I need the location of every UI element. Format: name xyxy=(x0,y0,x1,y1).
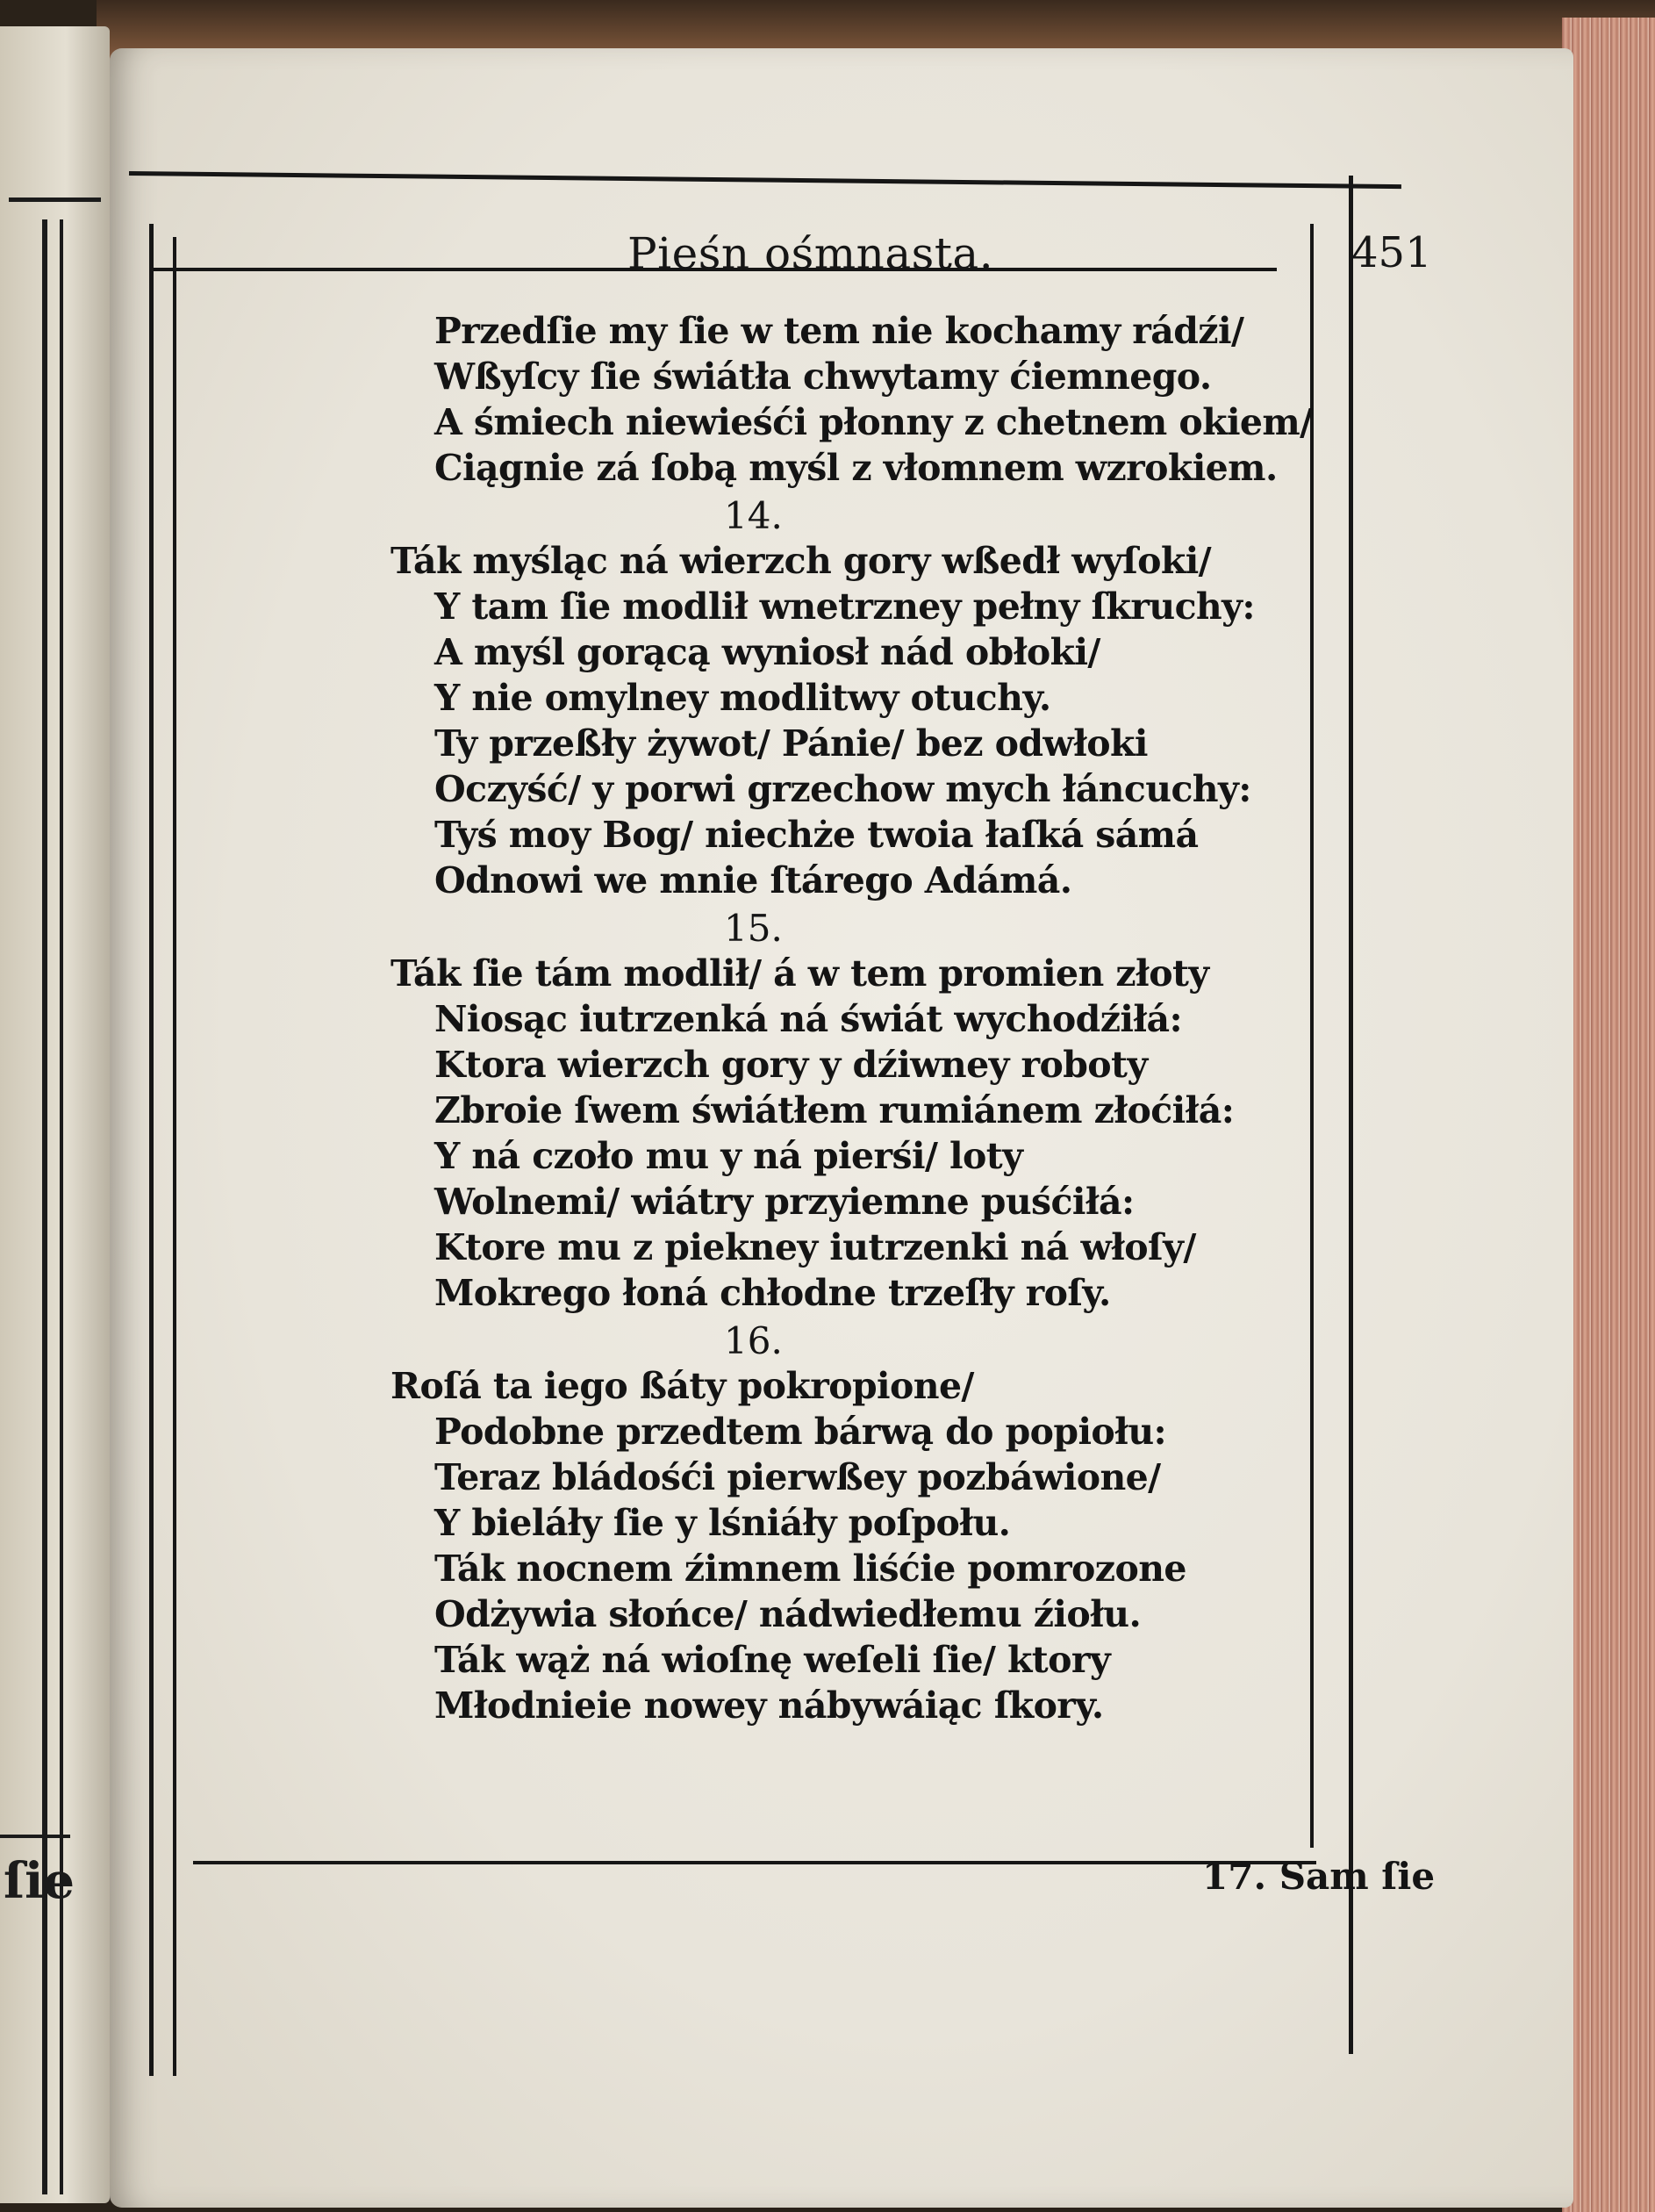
verse-line: Y nie omylney modlitwy otuchy. xyxy=(434,677,1051,719)
printed-page xyxy=(110,48,1573,2208)
verse-line: A myśl gorącą wyniosł nád obłoki/ xyxy=(434,631,1100,673)
verse-line: Odnowi we mnie ſtárego Adámá. xyxy=(434,859,1072,901)
verse-line: Ty przeßły żywot/ Pánie/ bez odwłoki xyxy=(434,722,1148,765)
left-page-catchword: ſie xyxy=(4,1852,75,1910)
bottom-frame-rule xyxy=(193,1861,1316,1864)
left-page-edge xyxy=(0,26,110,2203)
verse-line: Mokrego łoná chłodne trzeſły roſy. xyxy=(434,1272,1111,1314)
verse-line: Y bieláły ſie y lśniáły poſpołu. xyxy=(434,1502,1011,1544)
verse-line: Wolnemi/ wiátry przyiemne puśćiłá: xyxy=(434,1181,1135,1223)
right-frame-outer xyxy=(1349,176,1353,2054)
top-frame-rule xyxy=(129,171,1401,189)
left-page-rule xyxy=(9,198,101,202)
stanza-first-line: Ták myśląc ná wierzch gory wßedł wyſoki/ xyxy=(390,540,1212,582)
verse-line: Ktore mu z piekney iutrzenki ná włoſy/ xyxy=(434,1226,1196,1268)
left-page-bottom-rule xyxy=(0,1835,70,1838)
verse-line: Zbroie ſwem świátłem rumiánem złoćiłá: xyxy=(434,1089,1235,1131)
stanza-first-line: Ták ſie tám modlił/ á w tem promien złoty xyxy=(390,952,1209,995)
catchword: 17. Sam ſie xyxy=(1202,1855,1436,1898)
stanza-number: 14. xyxy=(724,494,783,537)
right-frame-inner xyxy=(1310,224,1314,1848)
verse-line: Y ná czoło mu y ná pierśi/ loty xyxy=(434,1135,1023,1177)
running-title: Pieśn ośmnasta. xyxy=(627,228,994,279)
right-page-edges xyxy=(1562,18,1655,2212)
verse-line: Y tam ſie modlił wnetrzney pełny ſkruchy: xyxy=(434,585,1255,628)
stanza-first-line: Roſá ta iego ßáty pokropione/ xyxy=(390,1365,974,1407)
verse-line: Ták nocnem źimnem liśćie pomrozone xyxy=(434,1548,1186,1590)
verse-line: Wßyſcy ſie świátła chwytamy ćiemnego. xyxy=(434,356,1212,398)
verse-line: Młodnieie nowey nábywáiąc ſkory. xyxy=(434,1684,1104,1727)
verse-line: Ktora wierzch gory y dźiwney roboty xyxy=(434,1044,1148,1086)
verse-line: Teraz bládośći pierwßey pozbáwione/ xyxy=(434,1456,1161,1498)
left-frame-outer xyxy=(149,224,154,2076)
verse-line: Odżywia słońce/ nádwiedłemu źiołu. xyxy=(434,1593,1142,1635)
stanza-number: 16. xyxy=(724,1319,783,1362)
verse-line: A śmiech niewieśći płonny z chetnem okiem/ xyxy=(434,401,1313,443)
folio-number: 451 xyxy=(1351,228,1432,277)
verse-line: Podobne przedtem bárwą do popiołu: xyxy=(434,1411,1167,1453)
left-frame-inner xyxy=(173,237,176,2076)
verse-line: Oczyść/ y porwi grzechow mych łáncuchy: xyxy=(434,768,1251,810)
stanza-number: 15. xyxy=(724,907,783,950)
verse-line: Ciągnie zá ſobą myśl z vłomnem wzrokiem. xyxy=(434,447,1278,489)
verse-line: Ták wąż ná wioſnę weſeli ſie/ ktory xyxy=(434,1639,1111,1681)
verse-line: Niosąc iutrzenká ná świát wychodźiłá: xyxy=(434,998,1183,1040)
verse-line: Przedſie my ſie w tem nie kochamy rádźi/ xyxy=(434,310,1244,352)
verse-line: Tyś moy Bog/ niechże twoia łaſká sámá xyxy=(434,814,1199,856)
